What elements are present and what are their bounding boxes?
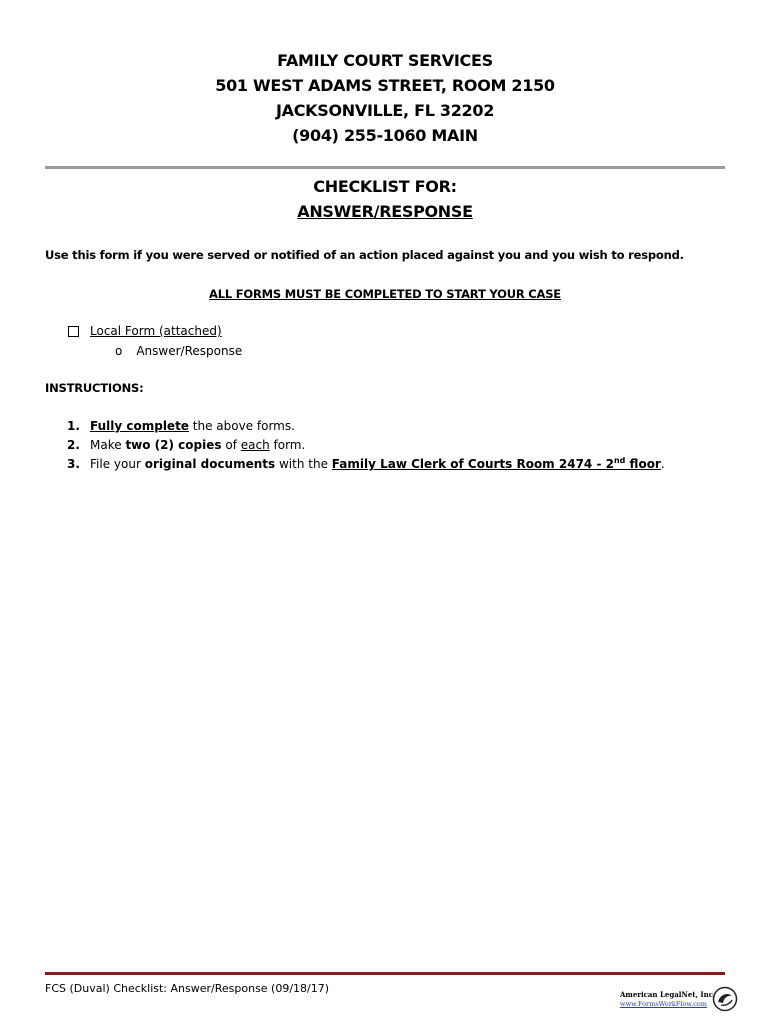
publisher-logo	[620, 986, 738, 1014]
office-street: 501 WEST ADAMS STREET, ROOM 2150	[215, 76, 555, 95]
step-text: .	[660, 457, 665, 471]
step-text: with the	[275, 457, 332, 471]
ordinal-suffix: nd	[613, 456, 626, 465]
footer-divider	[45, 972, 725, 975]
publisher-name: American LegalNet, Inc.	[620, 990, 716, 999]
circle-bullet-icon: o	[115, 344, 123, 358]
title-line1: CHECKLIST FOR:	[313, 177, 457, 196]
checklist-item	[67, 322, 242, 341]
step-text: form.	[269, 438, 306, 452]
step-text: the above forms.	[188, 419, 295, 433]
step-underlined: each	[240, 438, 270, 452]
instruction-step-3	[67, 455, 665, 474]
checklist	[67, 322, 242, 361]
checklist-title	[0, 174, 770, 224]
clerk-location-floor: floor	[625, 457, 661, 471]
header-divider	[45, 166, 725, 169]
step-number: 2.	[67, 438, 80, 452]
step-text: File your	[90, 457, 145, 471]
checklist-subitem	[115, 342, 242, 361]
step-emphasis: original documents	[144, 457, 276, 471]
checklist-subitem-label: Answer/Response	[136, 344, 243, 358]
instructions-list	[67, 417, 665, 474]
clerk-location	[332, 457, 661, 471]
publisher-url[interactable]: www.FormsWorkFlow.com	[620, 1000, 707, 1008]
publisher-emblem-icon	[712, 986, 738, 1012]
checkbox-icon[interactable]	[68, 326, 79, 337]
all-forms-notice: ALL FORMS MUST BE COMPLETED TO START YOUR CASE	[209, 287, 561, 301]
office-header	[0, 48, 770, 148]
instruction-step-2	[67, 436, 665, 455]
instructions-heading: INSTRUCTIONS:	[45, 381, 144, 395]
instruction-step-1	[67, 417, 665, 436]
step-text: of	[221, 438, 241, 452]
clerk-location-text: Family Law Clerk of Courts Room 2474 - 2	[331, 457, 614, 471]
checklist-item-label: Local Form (attached)	[90, 324, 222, 338]
intro-text: Use this form if you were served or notified of an action placed against you and you wish to respond.	[45, 248, 684, 262]
step-emphasis: Fully complete	[90, 419, 189, 433]
step-emphasis: two (2) copies	[125, 438, 222, 452]
office-phone: (904) 255-1060 MAIN	[292, 126, 478, 145]
office-city: JACKSONVILLE, FL 32202	[275, 101, 495, 120]
step-number: 1.	[67, 419, 80, 433]
title-line2: ANSWER/RESPONSE	[297, 202, 473, 221]
footer-text: FCS (Duval) Checklist: Answer/Response (09/18/17)	[45, 982, 330, 995]
office-name: FAMILY COURT SERVICES	[277, 51, 493, 70]
step-number: 3.	[67, 457, 80, 471]
step-text: Make	[90, 438, 126, 452]
